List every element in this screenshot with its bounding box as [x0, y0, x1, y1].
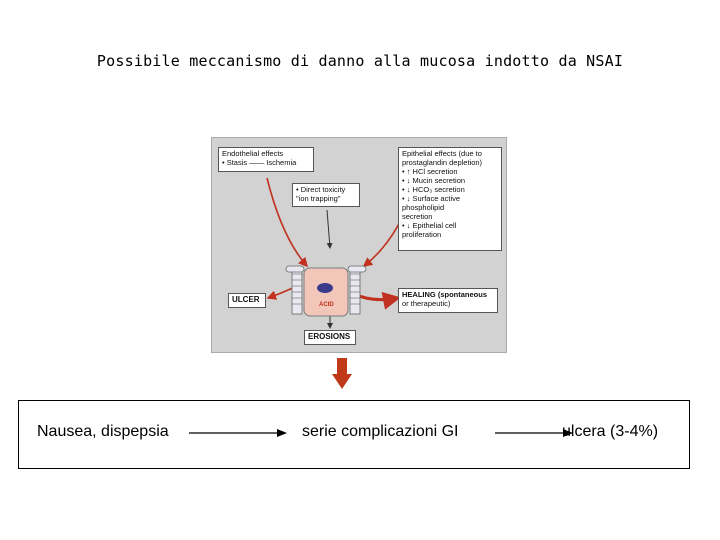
flow-step-3: ulcera (3-4%): [562, 423, 659, 440]
right-arrow-icon: [189, 428, 287, 438]
mucosa-illustration: [286, 266, 366, 316]
acid-label: ACID: [319, 302, 334, 308]
flow-step-1: Nausea, dispepsia: [37, 423, 169, 440]
down-arrow-icon: [332, 358, 352, 390]
ulcer-box: ULCER: [228, 293, 266, 308]
mechanism-figure: [211, 137, 507, 353]
arrow-direct-to-mucosa: [327, 210, 330, 248]
flow-step-2: serie complicazioni GI: [302, 423, 459, 440]
direct-toxicity-box: • Direct toxicity "ion trapping": [292, 183, 360, 207]
endothelial-effects-box: Endothelial effects • Stasis —— Ischemia: [218, 147, 314, 172]
slide-title: Possibile meccanismo di danno alla mucosa indotto da NSAI: [96, 52, 624, 70]
erosions-box: EROSIONS: [304, 330, 356, 345]
arrow-epithelial-to-mucosa: [364, 218, 402, 266]
clinical-flow-box: [18, 400, 690, 469]
healing-box: HEALING (spontaneous or therapeutic): [398, 288, 498, 313]
epithelial-effects-box: Epithelial effects (due to prostaglandin depletion) • ↑ HCl secretion • ↓ Mucin secretion • ↓ HCO₃ secretion • ↓ Surface active phospholipid secretion • ↓ Epithelial cell proliferation: [398, 147, 502, 251]
